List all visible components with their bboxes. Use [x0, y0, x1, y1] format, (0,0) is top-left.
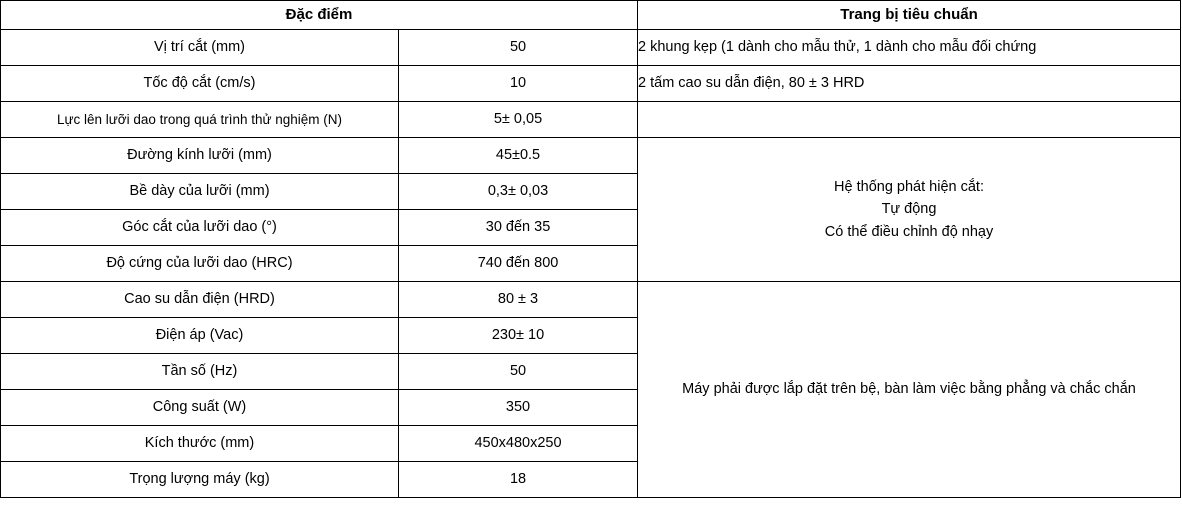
- header-standard-equipment: Trang bị tiêu chuẩn: [638, 1, 1181, 30]
- header-feature: Đặc điểm: [1, 1, 638, 30]
- feature-value: 5± 0,05: [399, 102, 638, 138]
- table-row: [1, 30, 1181, 66]
- feature-value: 50: [399, 354, 638, 390]
- feature-label: Độ cứng của lưỡi dao (HRC): [1, 246, 399, 282]
- table-row: [1, 138, 1181, 174]
- feature-value: 350: [399, 390, 638, 426]
- feature-value: 50: [399, 30, 638, 66]
- feature-label: Vị trí cắt (mm): [1, 30, 399, 66]
- feature-label: Tốc độ cắt (cm/s): [1, 66, 399, 102]
- table-row: [1, 282, 1181, 318]
- table-header-row: [1, 1, 1181, 30]
- feature-value: 45±0.5: [399, 138, 638, 174]
- standard-equipment-empty: [638, 102, 1181, 138]
- detection-system-mode: Tự động: [881, 201, 937, 218]
- feature-label: Lực lên lưỡi dao trong quá trình thử nghiệm (N): [1, 102, 399, 138]
- feature-value: 740 đến 800: [399, 246, 638, 282]
- detection-system-title: Hệ thống phát hiện cắt:: [834, 178, 984, 195]
- feature-label: Góc cắt của lưỡi dao (°): [1, 210, 399, 246]
- detection-system-block: [638, 138, 1181, 282]
- installation-note: Máy phải được lắp đặt trên bệ, bàn làm việc bằng phẳng và chắc chắn: [638, 282, 1181, 498]
- detection-system-sensitivity: Có thể điều chỉnh độ nhạy: [824, 223, 994, 240]
- standard-equipment-item: 2 tấm cao su dẫn điện, 80 ± 3 HRD: [638, 66, 1181, 102]
- feature-label: Kích thước (mm): [1, 426, 399, 462]
- feature-value: 10: [399, 66, 638, 102]
- table-row: [1, 66, 1181, 102]
- feature-label: Công suất (W): [1, 390, 399, 426]
- feature-label: Trọng lượng máy (kg): [1, 462, 399, 498]
- feature-label: Bề dày của lưỡi (mm): [1, 174, 399, 210]
- feature-label: Đường kính lưỡi (mm): [1, 138, 399, 174]
- feature-value: 18: [399, 462, 638, 498]
- feature-label: Điện áp (Vac): [1, 318, 399, 354]
- feature-value: 0,3± 0,03: [399, 174, 638, 210]
- feature-value: 80 ± 3: [399, 282, 638, 318]
- table-row: [1, 102, 1181, 138]
- feature-label: Cao su dẫn điện (HRD): [1, 282, 399, 318]
- feature-value: 30 đến 35: [399, 210, 638, 246]
- feature-label: Tần số (Hz): [1, 354, 399, 390]
- standard-equipment-item: 2 khung kẹp (1 dành cho mẫu thử, 1 dành cho mẫu đối chứng: [638, 30, 1181, 66]
- feature-value: 450x480x250: [399, 426, 638, 462]
- feature-value: 230± 10: [399, 318, 638, 354]
